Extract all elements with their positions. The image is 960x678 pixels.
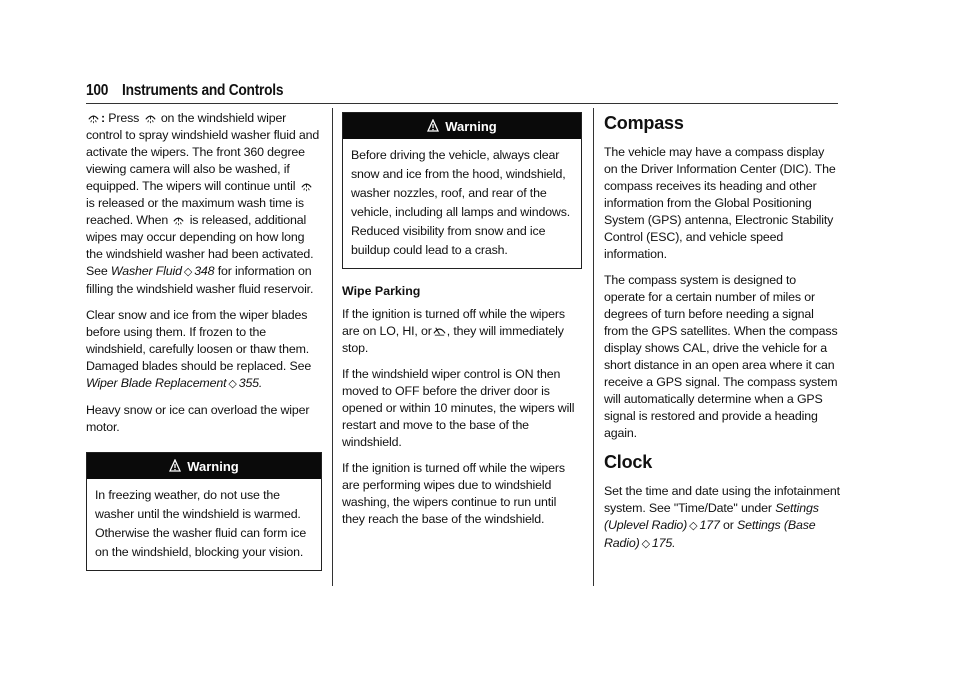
warning-text: Before driving the vehicle, always clear snow and ice from the hood, windshield, washer nozzles, roof, and rear of the vehicle, including all lamps and windows. Reduced visibility from snow and ice buildup could lead to a crash. bbox=[351, 148, 571, 257]
settings-base-radio-page[interactable]: 175. bbox=[651, 536, 676, 550]
page-number: 100 bbox=[86, 82, 109, 99]
warning-title: Warning bbox=[445, 118, 497, 134]
warning-box bbox=[86, 452, 322, 571]
warning-header bbox=[343, 113, 581, 139]
page-reference-triangle-icon: ◇ bbox=[228, 378, 237, 390]
wipe-parking-paragraph: If the windshield wiper control is ON then moved to OFF before the driver door is opened or within 10 minutes, the wipers will restart and move to the base of the windshield. bbox=[342, 367, 575, 449]
section-title: Instruments and Controls bbox=[122, 82, 284, 99]
page-reference-triangle-icon: ◇ bbox=[183, 266, 193, 278]
washer-fluid-page[interactable]: 348 bbox=[194, 264, 215, 278]
windshield-washer-icon bbox=[144, 111, 157, 124]
windshield-wiper-icon bbox=[433, 324, 446, 337]
wiper-blade-replacement-page[interactable]: 355. bbox=[238, 376, 263, 390]
settings-uplevel-radio-link[interactable]: Settings (Uplevel Radio) bbox=[604, 501, 819, 532]
wipe-parking-paragraph: If the ignition is turned off while the wipers are performing wipes due to windshield washing, the wipers continue to run until they reach the base of the windshield. bbox=[342, 461, 565, 526]
warning-title: Warning bbox=[187, 458, 239, 474]
warning-triangle-icon bbox=[427, 119, 439, 133]
windshield-washer-icon bbox=[172, 213, 185, 226]
column-1 bbox=[86, 110, 322, 585]
compass-paragraph: The vehicle may have a compass display on the Driver Information Center (DIC). The compass receives its heading and other information from the Global Positioning System (GPS) antenna, Electronic Stability Control (ESC), and vehicle speed information. bbox=[604, 145, 836, 261]
clock-paragraph: Set the time and date using the infotainment system. See "Time/Date" under Settings (Uplevel Radio) ◇ 177 or Settings (Base Radio) ◇ 175. bbox=[604, 484, 840, 550]
warning-text: In freezing weather, do not use the washer until the windshield is warmed. Otherwise the washer fluid can form ice on the windshield, blocking your vision. bbox=[95, 488, 307, 559]
windshield-washer-icon bbox=[300, 179, 313, 192]
settings-uplevel-radio-page[interactable]: 177 bbox=[699, 518, 720, 532]
wipe-parking-heading: Wipe Parking bbox=[342, 284, 421, 298]
washer-paragraph: : Press on the windshield wiper control to spray windshield washer fluid and activate the wipers. The front 360 degree viewing camera will also be washed, if equipped. The wipers will continue until is released or the maximum wash time is reached. When is released, additional wipes may occur depending on how long the windshield washer had been activated. See Washer Fluid ◇ 348 for information on filling the windshield washer fluid reservoir. bbox=[86, 111, 320, 296]
column-3 bbox=[604, 110, 840, 562]
page-reference-triangle-icon: ◇ bbox=[689, 520, 698, 532]
header-divider bbox=[86, 103, 838, 104]
heavy-snow-paragraph: Heavy snow or ice can overload the wiper motor. bbox=[86, 403, 310, 434]
washer-lead-label: : bbox=[101, 111, 105, 125]
compass-paragraph: The compass system is designed to operate for a certain number of miles or degrees of turn before needing a signal from the GPS satellites. When the compass display shows CAL, drive the vehicle for a short distance in an open area where it can receive a GPS signal. The compass system will automatically determine when a GPS signal is restored and provide a heading again. bbox=[604, 273, 838, 440]
warning-box bbox=[342, 112, 582, 269]
warning-header bbox=[87, 453, 321, 479]
compass-heading: Compass bbox=[604, 113, 684, 133]
page-reference-triangle-icon: ◇ bbox=[641, 538, 650, 550]
washer-fluid-link[interactable]: Washer Fluid bbox=[110, 264, 182, 278]
column-divider bbox=[332, 108, 333, 586]
column-2 bbox=[342, 110, 582, 537]
clock-heading: Clock bbox=[604, 452, 653, 472]
warning-triangle-icon bbox=[169, 459, 181, 473]
wiper-blade-replacement-link[interactable]: Wiper Blade Replacement bbox=[86, 376, 227, 390]
column-divider bbox=[593, 108, 594, 586]
settings-base-radio-link[interactable]: Settings (Base Radio) bbox=[604, 518, 816, 550]
windshield-washer-icon bbox=[87, 111, 100, 124]
wipe-parking-paragraph: If the ignition is turned off while the wipers are on LO, HI, or , they will immediately stop. bbox=[342, 307, 565, 355]
clear-snow-paragraph: Clear snow and ice from the wiper blades before using them. If frozen to the windshield, carefully loosen or thaw them. Damaged blades should be replaced. See Wiper Blade Replacement ◇ 355. bbox=[86, 308, 312, 390]
